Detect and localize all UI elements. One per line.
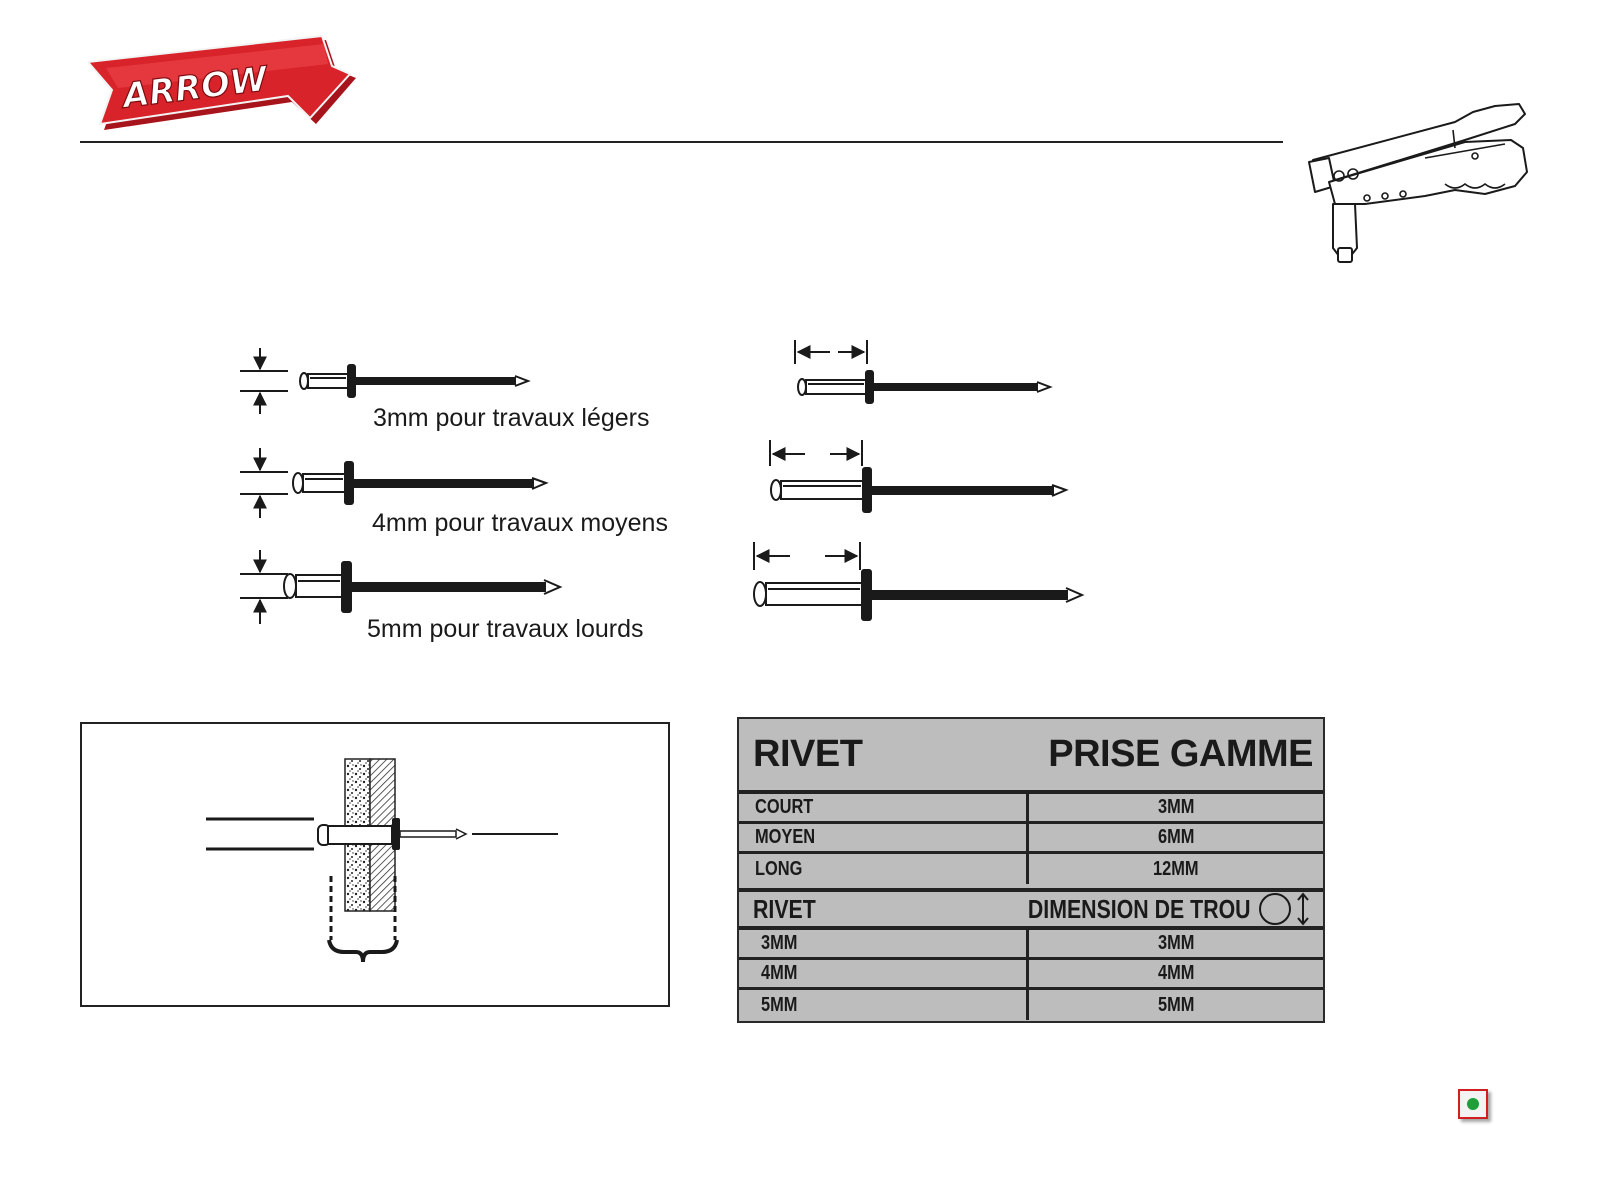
row-value: 3MM: [1157, 796, 1195, 818]
rivet-spec-table: [737, 717, 1325, 1023]
row-rivet: 3MM: [761, 932, 798, 954]
table-header-grip: [739, 719, 1323, 794]
header-rivet-label: RIVET: [753, 733, 863, 775]
row-rivet: 4MM: [761, 962, 798, 984]
hole-rows: [739, 930, 1323, 1020]
table-row: [739, 960, 1323, 990]
header2-hole-size-label: DIMENSION DE TROU: [1028, 893, 1251, 924]
table-header-hole: [739, 888, 1323, 930]
rivet-size-diagrams: [240, 340, 1090, 640]
table-row: [739, 794, 1323, 824]
row-value: 12MM: [1153, 857, 1199, 880]
table-row: [739, 990, 1323, 1020]
row-value: 3MM: [1157, 932, 1195, 954]
table-row: [739, 854, 1323, 884]
rivet-length-medium: [770, 440, 1066, 512]
green-dot-icon: [1467, 1098, 1479, 1110]
header-rule: [80, 141, 1283, 143]
row-value: 5MM: [1157, 993, 1195, 1016]
row-rivet: LONG: [755, 857, 803, 880]
rivet-diameter-4mm: [240, 448, 546, 518]
rivet-tool-illustration: [1305, 100, 1543, 268]
header-grip-range-label: PRISE GAMME: [1048, 733, 1313, 775]
rivet-length-short: [795, 340, 1050, 403]
row-rivet: 5MM: [761, 993, 798, 1016]
rivet-diameter-5mm: [240, 550, 560, 624]
row-value: 4MM: [1157, 962, 1195, 984]
rivet-length-long: [754, 542, 1082, 620]
rivet-label-3mm: 3mm pour travaux légers: [373, 404, 650, 432]
grip-range-diagram: [80, 722, 670, 1007]
header2-rivet-label: RIVET: [753, 893, 816, 924]
row-rivet: COURT: [755, 796, 814, 818]
hole-diameter-icon: [1257, 891, 1317, 927]
arrow-logo: [88, 32, 358, 132]
rivet-label-5mm: 5mm pour travaux lourds: [367, 615, 644, 643]
page-nav-button[interactable]: [1458, 1089, 1488, 1119]
row-value: 6MM: [1157, 826, 1195, 848]
table-row: [739, 930, 1323, 960]
table-row: [739, 824, 1323, 854]
row-rivet: MOYEN: [755, 826, 816, 848]
rivet-label-4mm: 4mm pour travaux moyens: [372, 509, 668, 537]
grip-rows: [739, 794, 1323, 884]
logo-text: ARROW: [120, 59, 270, 117]
